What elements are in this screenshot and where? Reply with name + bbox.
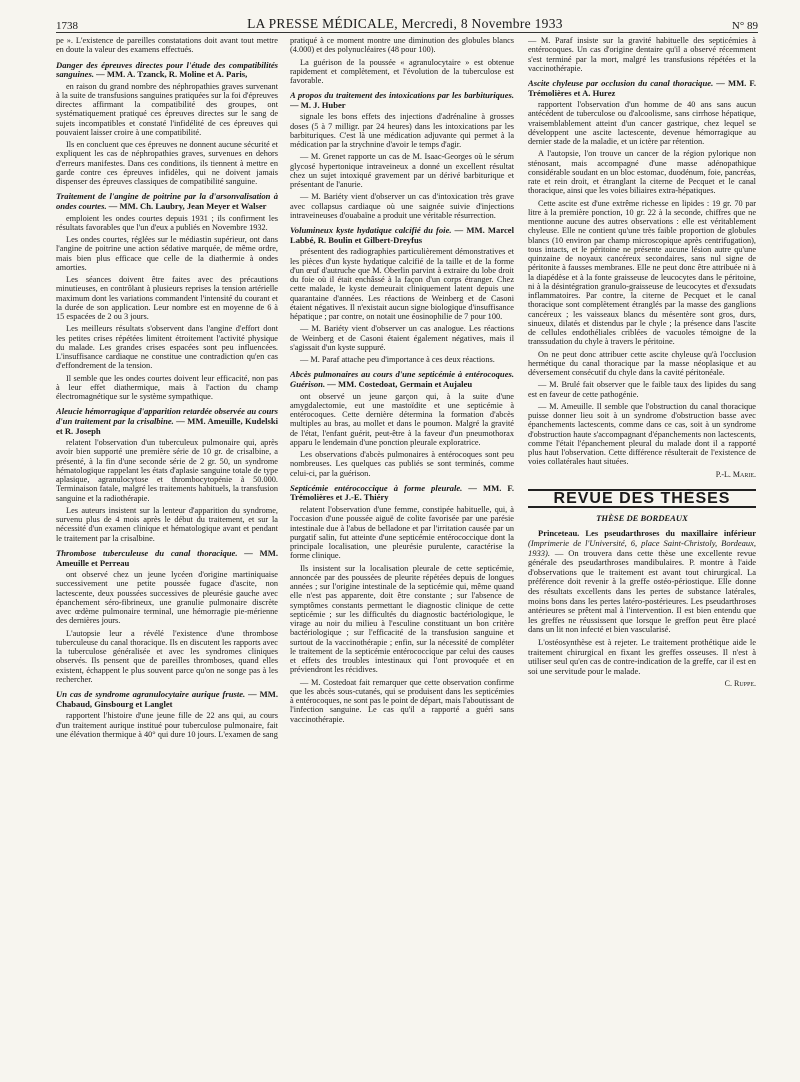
paragraph: rapportent l'histoire d'une jeune fille de 22 ans qui, au cours d'un traitement aurique institué pour tuberculose pulmonaire, fait une élévation thermique à 40° qui dure 10 jours. L'examen de sang	[56, 711, 278, 739]
paragraph: Les ondes courtes, réglées sur le médiastin supérieur, ont dans l'angine de poitrine une action sédative marquée, de même ordre, mais bien plus efficace que celle de la diathermie à ondes amorties.	[56, 235, 278, 272]
issue-number: N° 89	[731, 20, 758, 32]
paragraph: ont observé un jeune garçon qui, à la suite d'une amygdalectomie, eut une mastoïdite et une septicémie à entérocoques. Cette dernière détermina la formation d'abcès multiples au bras, au mollet et dans le poumon. Malgré la gravité de l'état, l'enfant guérit, peut-être à la faveur d'un pneumothorax apparu le lendemain d'une ponction pleurale exploratrice.	[290, 391, 514, 447]
paragraph: — M. Ameuille. Il semble que l'obstruction du canal thoracique puisse donner lieu soit à un syndrome d'obstruction basse avec épanchements lactescents, comme dans ce cas, soit à un syndrome d'obstruction haute s'accompagnant d'épanchements non lactescents, comme l'était l'épanchement pleural du malade dont il a rapporté plus haut l'observation. Cette différence résulterait de l'existence de voies collatérales haut situées.	[528, 401, 756, 467]
column-left	[56, 36, 278, 1076]
paragraph: On ne peut donc attribuer cette ascite chyleuse qu'à l'occlusion hermétique du canal thoracique par la masse néoplasique et au déversement consécutif du chyle dans la cavité péritonéale.	[528, 349, 756, 378]
paragraph: Les auteurs insistent sur la lenteur d'apparition du syndrome, survenu plus de 4 mois après le début du traitement, et sur la nécessité d'un examen clinique et hématologique avant et pendant le traitement par la crisalbine.	[56, 505, 278, 543]
column-middle	[290, 36, 514, 1076]
paragraph: Il semble que les ondes courtes doivent leur efficacité, non pas à leur effet diathermique, mais à l'action du champ électromagnétique sur le système sympathique.	[56, 373, 278, 402]
paragraph: — M. Bariéty vient d'observer un cas analogue. Les réactions de Weinberg et de Casoni étaient également négatives, mais il s'agissait d'un kyste suppuré.	[290, 324, 514, 352]
paragraph: emploient les ondes courtes depuis 1931 ; ils confirment les résultats favorables que l'un d'eux a publiés en Novembre 1932.	[56, 213, 278, 232]
paragraph: en raison du grand nombre des néphropathies graves survenant à la suite de transfusions sanguines pratiquées sur la foi d'épreuves directes affirmant la compatibilité des groupes, ont systématiquement pratiqué ces épreuves directes sur le sang de sujets incompatibles et constaté l'infidélité de ces épreuves qui pouvaient laisser croire à une compatibilité.	[56, 81, 278, 137]
article-heading: Volumineux kyste hydatique calcifié du foie. — MM. Marcel Labbé, R. Boulin et Gilbert-Dreyfus	[290, 225, 514, 245]
article-heading: Abcès pulmonaires au cours d'une septicémie à entérocoques. Guérison. — MM. Costedoat, Germain et Aujaleu	[290, 369, 514, 389]
paragraph: — M. Bariéty vient d'observer un cas d'intoxication très grave avec collapsus cardiaque où une saignée suivie d'injections intraveineuses d'ouabaïne a produit une véritable résurrection.	[290, 192, 514, 220]
page-header	[56, 6, 758, 33]
article-heading: A propos du traitement des intoxications par les barbituriques. — M. J. Huber	[290, 90, 514, 110]
paragraph: Ils en concluent que ces épreuves ne donnent aucune sécurité et expliquent les cas de néphropathies graves, survenues en dehors d'erreurs manifestes. Dans ces conditions, ils tiennent à mettre en garde contre ces épreuves infidèles, qui ne doivent jamais dispenser des épreuves classiques de compatibilité sanguine.	[56, 140, 278, 187]
author-signature: P.-L. Marie.	[715, 469, 756, 479]
paragraph: L'ostéosynthèse est à rejeter. Le traitement prothétique aide le traitement chirurgical en fixant les greffes osseuses. Il n'est à utiliser seul qu'en cas de contre-indication de la greffe, car il est en soi une servitude pour le malade.	[528, 636, 756, 676]
column-right	[528, 36, 756, 1076]
page-number: 1738	[56, 20, 78, 32]
thesis-review	[528, 529, 756, 689]
subsection-title: THÈSE DE BORDEAUX	[596, 513, 688, 524]
paragraph: — M. Brulé fait observer que le faible taux des lipides du sang est en faveur de cette pathogénie.	[528, 380, 756, 399]
thesis-title: Princeteau. Les pseudarthroses du maxillaire inférieur	[538, 528, 756, 539]
issue-date: Mercredi, 8 Novembre 1933	[401, 16, 563, 31]
journal-title: LA PRESSE MÉDICALE,	[247, 16, 398, 31]
thesis-publisher: (Imprimerie de l'Université, 6, place Saint-Christoly, Bordeaux, 1933).	[528, 538, 756, 558]
paragraph: — M. Costedoat fait remarquer que cette observation confirme que les abcès sous-cutanés, qui se produisent dans les septicémies à entérocoques, ne sont pas le point de départ, mais l'aboutissant de l'infection sanguine. Le cas qu'il a rapporté a guéri sans vaccinothérapie.	[290, 677, 514, 724]
paragraph: Cette ascite est d'une extrême richesse en lipides : 19 gr. 70 par litre à la première ponction, 10 gr. 22 à la seconde, chiffres que ne mentionne aucune des autres observations : elle est véritablement chyleuse. Elle ne contient qu'une très faible proportion de globules blancs (10 environ par champ microscopique après centrifugation), tous intacts, et le péritoine ne présente aucune lésion autre qu'une quinzaine de noyaux cancéreux secondaires, sans nul signe de péritonite à fausses membranes. Elle ne peut donc être attribuée ni à la diapédèse et à la fonte graisseuse de leucocytes dans le péritoine, ni à la désintégration granulo-graisseuse de leucocytes et d'exsudats inflammatoires. Par contre, la citerne de Pecquet et le canal thoracique sont complètement étranglés par la masse des ganglions cancéreux ; les vaisseaux blancs du mésentère sont gros, durs, sinueux, dilatés et distendus par le chyle ; la présence dans l'ascite de cellules endothéliales criblées de vacuoles témoigne de la transsudation du chyle à travers le péritoine.	[528, 198, 756, 347]
article-heading: Un cas de syndrome agranulocytaire aurique fruste. — MM. Chabaud, Ginsbourg et Langlet	[56, 689, 278, 709]
article-heading: Aleucie hémorragique d'apparition retardée observée au cours d'un traitement par la crisalbine. — MM. Ameuille, Kudelski et R. Joseph	[56, 406, 278, 436]
paragraph: rapportent l'observation d'un homme de 40 ans sans aucun antécédent de tuberculose ou d'alcoolisme, sans cirrhose hépatique, vraisemblablement atteint d'un cancer gastrique, chez lequel se développent une ascite lactescente, devenue hémorragique au dernier stade de la maladie, et un ictère par rétention.	[528, 100, 756, 147]
paragraph: A l'autopsie, l'on trouve un cancer de la région pylorique non sténosant, mais accompagné d'une masse adénopathique considérable soudant en un bloc estomac, duodénum, foie, pancréas, rate et rein droit, et étranglant la citerne de Pecquet et le canal thoracique, ainsi que les voies biliaires extra-hépatiques.	[528, 149, 756, 196]
thesis-paragraph: Princeteau. Les pseudarthroses du maxillaire inférieur (Imprimerie de l'Université, 6, place Saint-Christoly, Bordeaux, 1933). — On trouvera dans cette thèse une excellente revue générale des pseudarthroses mandibulaires. P. montre à l'aide d'observations que le traitement est avant tout chirurgical. La préférence doit revenir à la greffe ostéo-périostique. Elle donne des résultats excellents dans les pertes de substance latérales, moins bons dans les pertes latéro-postérieures. Les pseudarthroses antérieures se prêtent mal à l'intervention. Il est bien entendu que les greffes ne réussissent que lorsque le greffon peut être placé dans un lit non infecté et bien vascularisé.	[528, 528, 756, 635]
paragraph: — M. Paraf attache peu d'importance à ces deux réactions.	[300, 355, 495, 365]
article-heading: Thrombose tuberculeuse du canal thoracique. — MM. Ameuille et Perreau	[56, 547, 278, 568]
paragraph: relatent l'observation d'un tuberculeux pulmonaire qui, après avoir bien supporté une première série de 10 gr. de crisalbine, a présenté, à la fin d'une seconde série de 2 gr. 50, un syndrome hématologique rappelant les états d'aplasie sanguine totale de type aplasique, agranulocytose et thrombocytopénie à 50.000. Terminaison fatale, malgré les traitements habituels, la transfusion sanguine et la radiothérapie.	[56, 438, 278, 503]
paragraph: — M. Paraf insiste sur la gravité habituelle des septicémies à entérocoques. Un cas d'origine dentaire qu'il a observé récemment s'est terminé par la mort, malgré les transfusions répétées et la vaccinothérapie.	[528, 36, 756, 73]
paragraph: signale les bons effets des injections d'adrénaline à grosses doses (5 à 7 milligr. par 24 heures) dans les intoxications par les barbituriques. C'est là une médication adjuvante qui permet à la médication par la strychnine d'avoir le temps d'agir.	[290, 112, 514, 150]
paragraph: ont observé chez un jeune lycéen d'origine martiniquaise successivement une petite poussée fugace d'ascite, non lactescente, deux poussées successives de pleurésie gauche avec épanchement séro-fibrineux, une granulie pulmonaire discrète avec œdème pulmonaire terminal, une hémorragie pie-mérienne des dernières jours.	[56, 570, 278, 626]
article-heading: Septicémie entérococcique à forme pleurale. — MM. F. Trémolières et J.-E. Thiéry	[290, 482, 514, 503]
paragraph: présentent des radiographies particulièrement démonstratives et les pièces d'un kyste hydatique calcifié de la taille et de la forme d'un œuf d'autruche que M. Oberlin parvint à extraire du lobe droit du foie où il était enchâssé à la façon d'un corps étranger. Chez cette malade, le kyste demeurait cliniquement latent depuis une quarantaine d'années. Les réactions de Weinberg et de Casoni étaient négatives. Il n'existait aucun signe biologique d'insuffisance hépatique ; par contre, on notait une éosinophilie de 7 pour 100.	[290, 247, 514, 322]
article-heading: Traitement de l'angine de poitrine par la d'arsonvalisation à ondes courtes. — MM. Ch. Laubry, Jean Meyer et Walser	[56, 191, 278, 212]
section-title: REVUE DES THÈSES	[528, 489, 756, 508]
journal-masthead	[247, 16, 563, 32]
paragraph: relatent l'observation d'une femme, constipée habituelle, qui, à l'occasion d'une poussée aiguë de colite favorisée par une parésie intestinale due à l'abus de belladone et par l'irritation causée par un purgatif salin, fut atteinte d'une septicémie entérococcique dont la principale localisation, une pleurésie purulente, caractérise la forme clinique.	[290, 505, 514, 561]
paragraph: — M. Grenet rapporte un cas de M. Isaac-Georges où le sérum glycosé hypertonique intraveineux a donné un excellent résultat chez un sujet intoxiqué gravement par un dérivé barbiturique et présentant de l'anurie.	[290, 152, 514, 190]
author-signature: C. Ruppe.	[724, 679, 756, 689]
paragraph: La guérison de la poussée « agranulocytaire » est obtenue rapidement et complètement, et l'évolution de la tuberculose est favorable.	[290, 57, 514, 85]
paragraph: Ils insistent sur la localisation pleurale de cette septicémie, annoncée par des poussées de pleurite répétées depuis de longues années ; sur l'origine intestinale de la septicémie qui, même quand elle n'est pas apparente, doit être constante ; sur l'absence de symptômes constants permettant le diagnostic clinique de cette septicémie ; sur les difficultés du diagnostic bactériologique, le virage au noir du milieu à l'esculine constituant un bon critère bactériologique ; sur l'efficacité de la transfusion sanguine et surtout de la vaccinothérapie ; enfin, sur la nécessité de compléter le traitement de la septicémie entérococcique par celui des causes et effets des troubles intestinaux qui l'ont provoquée et en préviendront les récidives.	[290, 563, 514, 675]
paragraph: L'autopsie leur a révélé l'existence d'une thrombose tuberculeuse du canal thoracique. Ils en discutent les rapports avec la tuberculose généralisée et avec les syndromes cliniques observés. Ils pensent que de pareilles thromboses, quand elles existent, échappent le plus souvent parce qu'on ne songe pas à les rechercher.	[56, 628, 278, 684]
article-heading: Danger des épreuves directes pour l'étude des compatibilités sanguines. — MM. A. Tzanck, R. Moline et A. Paris,	[56, 59, 278, 80]
article-heading: Ascite chyleuse par occlusion du canal thoracique. — MM. F. Trémolières et A. Hurez	[528, 78, 756, 98]
paragraph: pe ». L'existence de pareilles constatations doit avant tout mettre en doute la valeur des examens effectués.	[56, 36, 278, 55]
paragraph: pratiqué à ce moment montre une diminution des globules blancs (4.000) et des polynucléaires (48 pour 100).	[290, 36, 514, 55]
paragraph: Les meilleurs résultats s'observent dans l'angine d'effort dont les petites crises répétées limitent étroitement l'activité physique du malade. Les grandes crises espacées sont peu influencées. L'insuffisance cardiaque ne constitue une contradiction qu'en cas d'effondrement de la tension.	[56, 324, 278, 371]
paragraph: Les séances doivent être faites avec des précautions minutieuses, en contrôlant à plusieurs reprises la tension artérielle maximum dont les variations commandent l'intensité du courant et la durée de son application. Leur nombre est en moyenne de 6 à 15 espacées de 2 ou 3 jours.	[56, 275, 278, 322]
paragraph: Les observations d'abcès pulmonaires à entérocoques sont peu nombreuses. Les quelques cas publiés se sont terminés, comme celui-ci, par la guérison.	[290, 450, 514, 478]
